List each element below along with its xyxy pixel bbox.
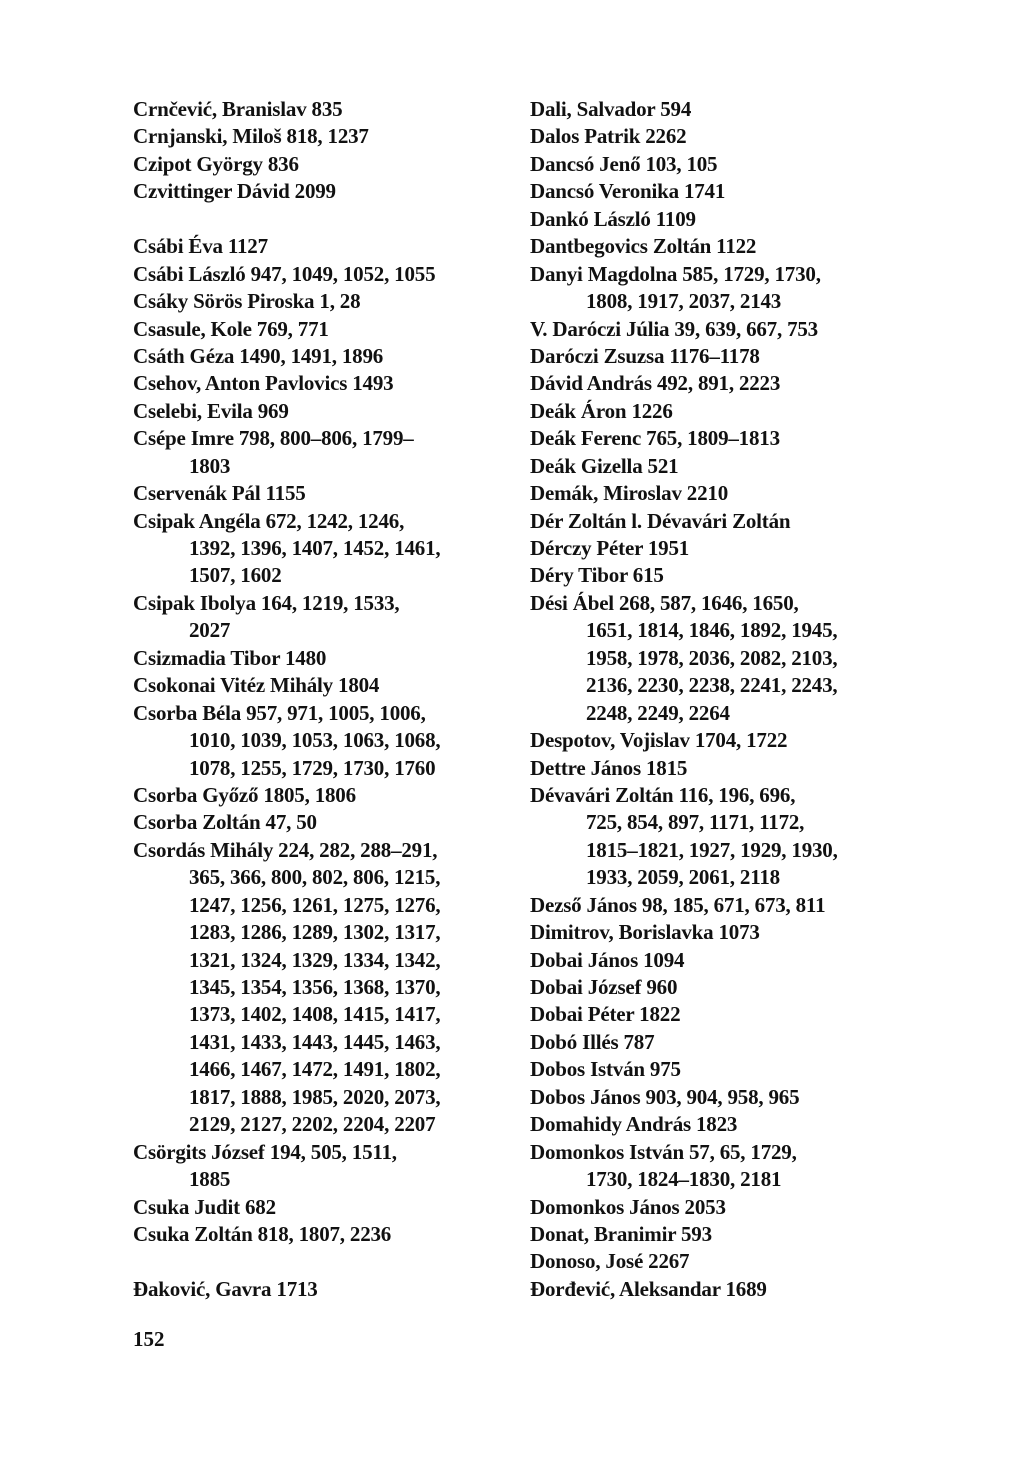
index-entry: Csorba Győző 1805, 1806 [133,782,356,807]
index-entry: Czipot György 836 [133,151,299,176]
index-entry: Dettre János 1815 [530,755,688,780]
index-entry: Donoso, José 2267 [530,1249,690,1274]
index-entry-continuation: 2129, 2127, 2202, 2204, 2207 [189,1112,436,1137]
index-entry: Dali, Salvador 594 [530,97,692,121]
index-entry: Despotov, Vojislav 1704, 1722 [530,728,788,753]
index-entry-continuation: 1958, 1978, 2036, 2082, 2103, [586,645,838,670]
index-entry-continuation: 365, 366, 800, 802, 806, 1215, [189,865,441,890]
index-entry-continuation: 1730, 1824–1830, 2181 [586,1167,782,1192]
index-entry-continuation: 1078, 1255, 1729, 1730, 1760 [189,755,436,780]
index-column-left [133,96,505,1303]
index-entry: Cservenák Pál 1155 [133,481,306,506]
index-entry: Csörgits József 194, 505, 1511, [133,1139,397,1164]
index-entry-continuation: 1345, 1354, 1356, 1368, 1370, [189,975,441,999]
index-entry: Dimitrov, Borislavka 1073 [530,920,760,945]
index-entry: Dávid András 492, 891, 2223 [530,371,781,396]
index-entry-continuation: 2027 [189,618,231,643]
index-entry-continuation: 1885 [189,1167,231,1192]
page-number: 152 [133,1327,165,1351]
index-entry: Dési Ábel 268, 587, 1646, 1650, [530,590,799,615]
blank-line [133,1248,505,1275]
index-entry: Dancsó Jenő 103, 105 [530,151,718,176]
index-entry: Domonkos István 57, 65, 1729, [530,1139,797,1164]
index-entry-continuation: 2248, 2249, 2264 [586,700,730,725]
index-entry-continuation: 1373, 1402, 1408, 1415, 1417, [189,1002,441,1027]
index-entry-continuation: 1815–1821, 1927, 1929, 1930, [586,837,838,862]
index-entry: Csipak Ibolya 164, 1219, 1533, [133,590,400,615]
index-entry: Demák, Miroslav 2210 [530,481,729,506]
index-entry: Dobai János 1094 [530,947,685,972]
index-entry: Csehov, Anton Pavlovics 1493 [133,371,394,396]
index-entry-continuation: 1651, 1814, 1846, 1892, 1945, [586,618,838,643]
index-entry-continuation: 1507, 1602 [189,563,282,588]
index-entry: Danyi Magdolna 585, 1729, 1730, [530,261,821,286]
index-entry: Czvittinger Dávid 2099 [133,179,336,204]
index-entry: Dalos Patrik 2262 [530,124,687,149]
index-entry: Csáky Sörös Piroska 1, 28 [133,289,361,314]
index-entry: Csasule, Kole 769, 771 [133,316,329,341]
index-entry: Csokonai Vitéz Mihály 1804 [133,673,380,698]
index-entry: Dobos János 903, 904, 958, 965 [530,1084,800,1109]
index-entry: Deák Ferenc 765, 1809–1813 [530,426,780,451]
index-entry-continuation: 1247, 1256, 1261, 1275, 1276, [189,892,441,917]
index-entry: Deák Áron 1226 [530,398,673,423]
index-entry-continuation: 1321, 1324, 1329, 1334, 1342, [189,947,441,972]
index-entry: Dér Zoltán l. Dévavári Zoltán [530,508,791,533]
index-entry: Csáth Géza 1490, 1491, 1896 [133,343,384,368]
index-entry: Crnčević, Branislav 835 [133,97,343,121]
index-entry: Csépe Imre 798, 800–806, 1799– [133,426,414,451]
index-entry: Daróczi Zsuzsa 1176–1178 [530,343,760,368]
index-entry-continuation: 1803 [189,453,231,478]
index-entry: Donat, Branimir 593 [530,1221,712,1246]
index-entry-continuation: 1010, 1039, 1053, 1063, 1068, [189,728,441,753]
index-entry: Domonkos János 2053 [530,1194,726,1219]
index-entry: Dévavári Zoltán 116, 196, 696, [530,782,796,807]
index-entry: Dobai József 960 [530,975,678,999]
index-entry: Dobai Péter 1822 [530,1002,681,1027]
index-entry: Dankó László 1109 [530,206,696,231]
index-entry-continuation: 725, 854, 897, 1171, 1172, [586,810,805,835]
index-entry: Dezső János 98, 185, 671, 673, 811 [530,892,826,917]
index-entry: Dantbegovics Zoltán 1122 [530,234,757,259]
index-entry: Dobó Illés 787 [530,1029,655,1054]
index-entry-continuation: 1392, 1396, 1407, 1452, 1461, [189,536,441,560]
index-entry: Csizmadia Tibor 1480 [133,645,327,670]
index-entry: Csorba Béla 957, 971, 1005, 1006, [133,700,426,725]
index-entry: Crnjanski, Miloš 818, 1237 [133,124,369,149]
index-entry-continuation: 1431, 1433, 1443, 1445, 1463, [189,1029,441,1054]
index-entry-continuation: 1933, 2059, 2061, 2118 [586,865,780,890]
index-entry-continuation: 1466, 1467, 1472, 1491, 1802, [189,1057,441,1082]
index-entry: Csordás Mihály 224, 282, 288–291, [133,837,438,862]
index-entry: Domahidy András 1823 [530,1112,738,1137]
index-entry-continuation: 1817, 1888, 1985, 2020, 2073, [189,1084,441,1109]
index-entry: Đorđević, Aleksandar 1689 [530,1276,767,1301]
index-entry: Cselebi, Evila 969 [133,398,289,423]
index-entry: Csorba Zoltán 47, 50 [133,810,317,835]
index-entry: Csábi László 947, 1049, 1052, 1055 [133,261,436,286]
index-entry: Dancsó Veronika 1741 [530,179,726,204]
index-entry: Csipak Angéla 672, 1242, 1246, [133,508,405,533]
index-entry: Đaković, Gavra 1713 [133,1276,318,1301]
index-entry: V. Daróczi Júlia 39, 639, 667, 753 [530,316,818,341]
index-entry: Csábi Éva 1127 [133,234,268,259]
index-entry: Déry Tibor 615 [530,563,664,588]
index-entry: Dérczy Péter 1951 [530,536,690,560]
index-entry-continuation: 1808, 1917, 2037, 2143 [586,289,782,314]
index-entry-continuation: 2136, 2230, 2238, 2241, 2243, [586,673,838,698]
index-entry-continuation: 1283, 1286, 1289, 1302, 1317, [189,920,441,945]
index-entry: Csuka Zoltán 818, 1807, 2236 [133,1221,392,1246]
blank-line [133,206,505,233]
index-column-right [530,96,910,1303]
index-entry: Dobos István 975 [530,1057,681,1082]
index-entry: Csuka Judit 682 [133,1194,276,1219]
index-entry: Deák Gizella 521 [530,453,679,478]
